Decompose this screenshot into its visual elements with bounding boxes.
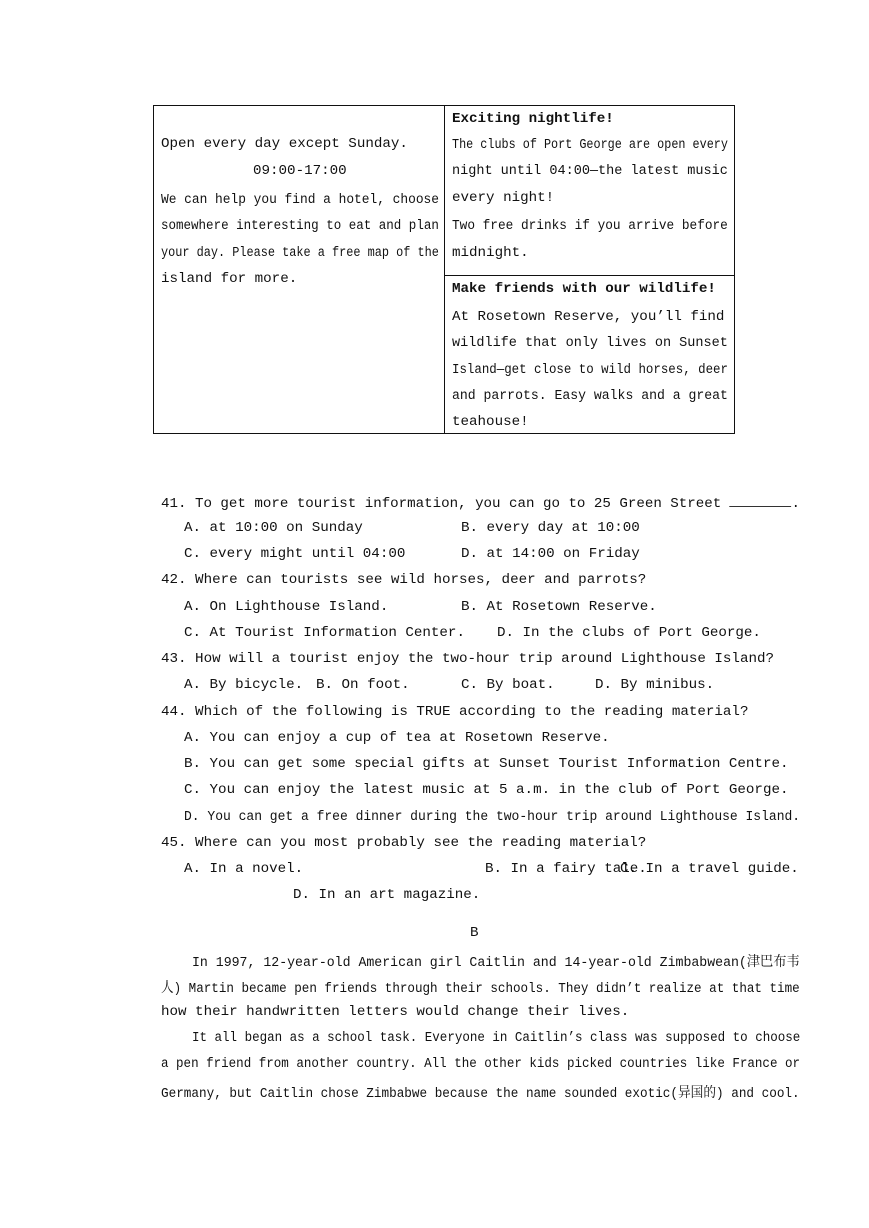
opening-time-text: 09:00-17:00 bbox=[253, 163, 347, 179]
question-stem: 45. Where can you most probably see the reading material? bbox=[161, 835, 647, 851]
section-b-heading: B bbox=[470, 925, 479, 941]
question-stem-end: . bbox=[791, 496, 801, 512]
wildlife-line: Island—get close to wild horses, deer bbox=[452, 362, 728, 378]
option-a: A. at 10:00 on Sunday bbox=[184, 520, 363, 536]
passage-line: 人) Martin became pen friends through their schools. They didn’t realize at that time bbox=[161, 981, 800, 997]
nightlife-cell bbox=[445, 106, 734, 276]
wildlife-line: At Rosetown Reserve, you’ll find bbox=[452, 309, 725, 325]
info-body-line: island for more. bbox=[161, 271, 298, 287]
option-b: B. At Rosetown Reserve. bbox=[461, 599, 657, 615]
passage-line: how their handwritten letters would change their lives. bbox=[161, 1004, 630, 1020]
option-c: C. At Tourist Information Center. bbox=[184, 625, 465, 641]
tourist-info-cell bbox=[154, 106, 445, 433]
option-c: C. every might until 04:00 bbox=[184, 546, 406, 562]
option-b: B. In a fairy tale. bbox=[485, 861, 647, 877]
nightlife-line: The clubs of Port George are open every bbox=[452, 137, 728, 153]
option-b: B. every day at 10:00 bbox=[461, 520, 640, 536]
option-d: D. at 14:00 on Friday bbox=[461, 546, 640, 562]
question-stem: 44. Which of the following is TRUE according to the reading material? bbox=[161, 704, 749, 720]
option-d: D. By minibus. bbox=[595, 677, 715, 693]
option-b: B. You can get some special gifts at Sunset Tourist Information Centre. bbox=[184, 756, 789, 772]
passage-line: It all began as a school task. Everyone in Caitlin’s class was supposed to choose bbox=[192, 1030, 801, 1046]
info-body-line: We can help you find a hotel, choose bbox=[161, 192, 439, 208]
nightlife-heading: Exciting nightlife! bbox=[452, 111, 614, 127]
question-stem bbox=[161, 494, 800, 512]
answer-blank bbox=[730, 494, 792, 507]
question-stem: 43. How will a tourist enjoy the two-hour trip around Lighthouse Island? bbox=[161, 651, 774, 667]
info-body-line: somewhere interesting to eat and plan bbox=[161, 218, 439, 234]
option-b: B. On foot. bbox=[316, 677, 410, 693]
option-a: A. By bicycle. bbox=[184, 677, 304, 693]
option-a: A. In a novel. bbox=[184, 861, 304, 877]
option-d: D. You can get a free dinner during the two-hour trip around Lighthouse Island. bbox=[184, 809, 801, 825]
wildlife-cell bbox=[445, 276, 734, 433]
info-table bbox=[153, 105, 735, 434]
wildlife-heading: Make friends with our wildlife! bbox=[452, 281, 716, 297]
passage-line: a pen friend from another country. All the other kids picked countries like France or bbox=[161, 1056, 801, 1072]
nightlife-line: Two free drinks if you arrive before bbox=[452, 218, 728, 234]
option-d: D. In the clubs of Port George. bbox=[497, 625, 761, 641]
option-c: C. By boat. bbox=[461, 677, 555, 693]
nightlife-line: every night! bbox=[452, 190, 555, 206]
option-d: D. In an art magazine. bbox=[293, 887, 481, 903]
wildlife-line: teahouse! bbox=[452, 414, 529, 430]
opening-hours-text: Open every day except Sunday. bbox=[161, 136, 408, 152]
passage-line: Germany, but Caitlin chose Zimbabwe because the name sounded exotic(异国的) and cool. bbox=[161, 1086, 800, 1102]
question-stem-text: 41. To get more tourist information, you can go to 25 Green Street bbox=[161, 496, 722, 512]
nightlife-line: night until 04:00—the latest music bbox=[452, 163, 728, 179]
passage-line: In 1997, 12-year-old American girl Caitlin and 14-year-old Zimbabwean(津巴布韦 bbox=[192, 955, 800, 971]
option-c: C. You can enjoy the latest music at 5 a.m. in the club of Port George. bbox=[184, 782, 789, 798]
option-c: C. In a travel guide. bbox=[620, 861, 799, 877]
option-a: A. You can enjoy a cup of tea at Rosetown Reserve. bbox=[184, 730, 610, 746]
question-stem: 42. Where can tourists see wild horses, deer and parrots? bbox=[161, 572, 647, 588]
wildlife-line: and parrots. Easy walks and a great bbox=[452, 388, 728, 404]
nightlife-line: midnight. bbox=[452, 245, 529, 261]
option-a: A. On Lighthouse Island. bbox=[184, 599, 389, 615]
info-body-line: your day. Please take a free map of the bbox=[161, 245, 439, 261]
wildlife-line: wildlife that only lives on Sunset bbox=[452, 335, 728, 351]
